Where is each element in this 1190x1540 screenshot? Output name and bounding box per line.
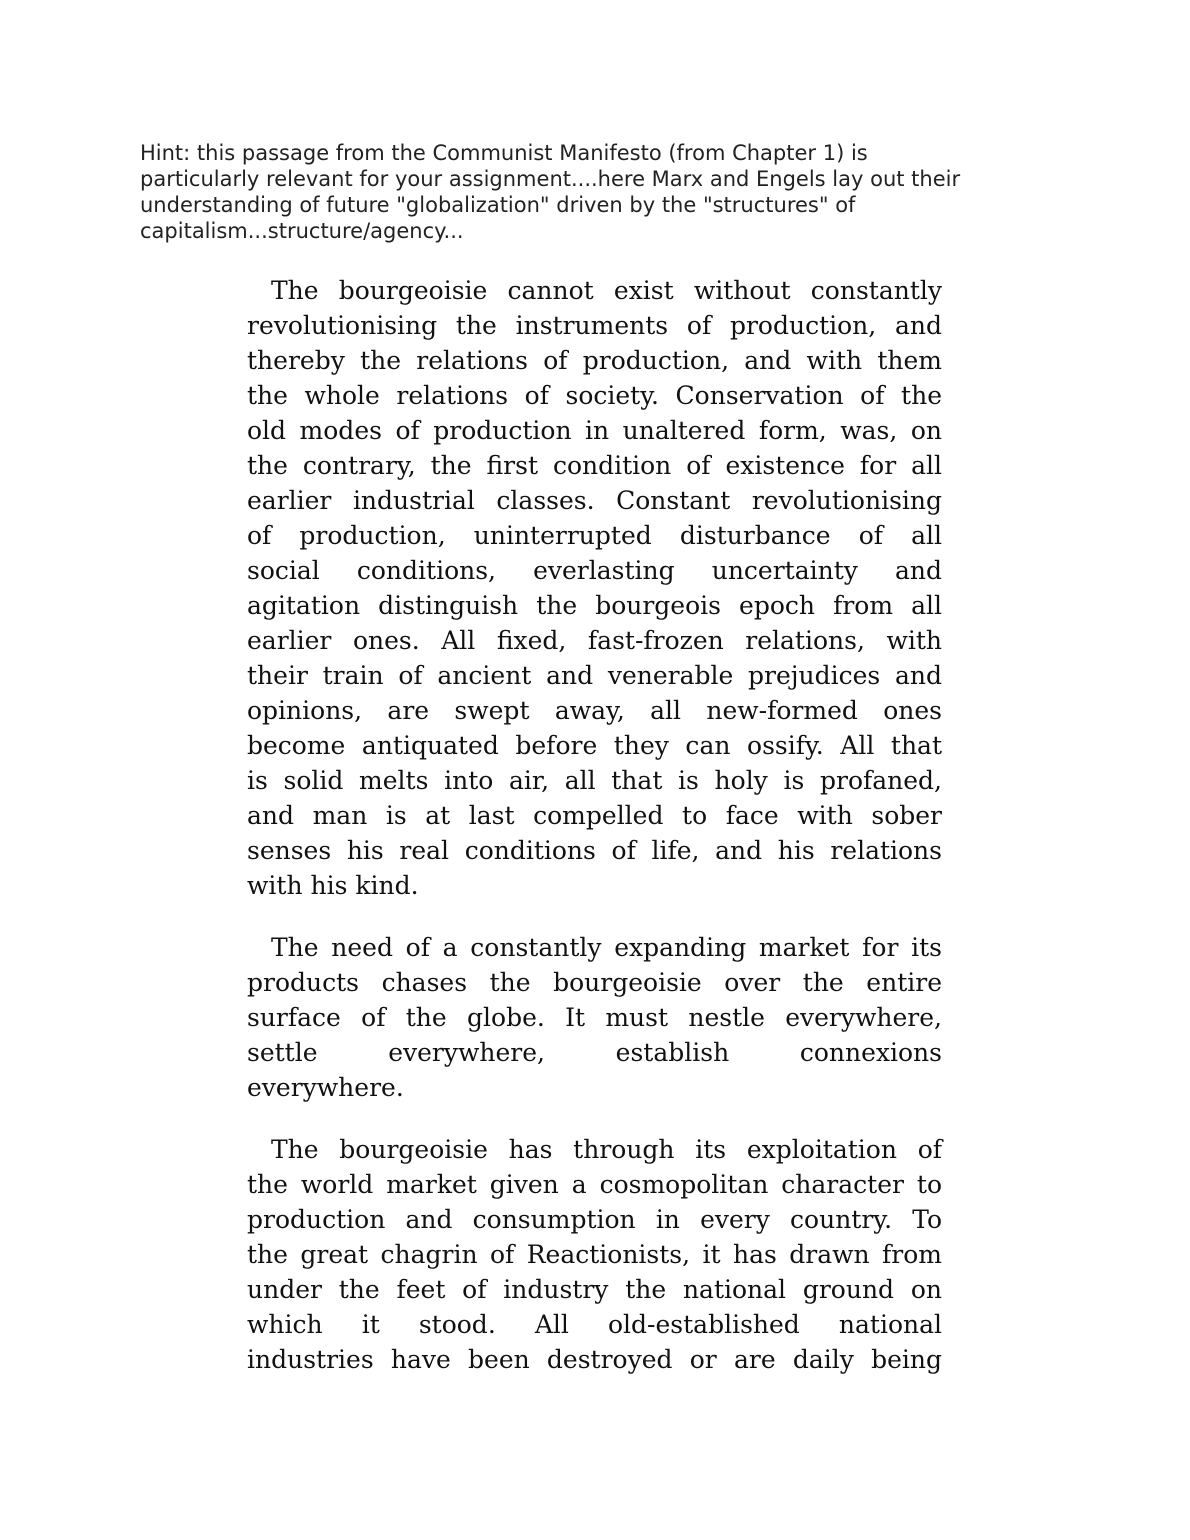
passage-line: settle everywhere, establish connexions [247, 1038, 942, 1067]
hint-line: Hint: this passage from the Communist Manifesto (from Chapter 1) is [140, 141, 868, 165]
passage-line: revolutionising the instruments of production, and [247, 311, 942, 340]
passage-line: become antiquated before they can ossify. All that [247, 731, 942, 760]
passage-line: earlier ones. All fixed, fast-frozen relations, with [247, 626, 942, 655]
passage-line: is solid melts into air, all that is holy is profaned, [247, 766, 942, 795]
passage-line: under the feet of industry the national ground on [247, 1275, 942, 1304]
passage-line: earlier industrial classes. Constant revolutionising [247, 486, 942, 515]
passage-line: thereby the relations of production, and with them [247, 346, 942, 375]
passage-line: with his kind. [247, 871, 419, 900]
passage-line: of production, uninterrupted disturbance of all [247, 521, 942, 550]
passage-line: social conditions, everlasting uncertainty and [247, 556, 942, 585]
passage-paragraph-2 [247, 930, 942, 1105]
passage-line: production and consumption in every country. To [247, 1205, 942, 1234]
passage-line: senses his real conditions of life, and his relations [247, 836, 942, 865]
passage-line: everywhere. [247, 1073, 404, 1102]
hint-line: capitalism...structure/agency... [140, 219, 464, 243]
passage-line: industries have been destroyed or are daily being [247, 1345, 942, 1374]
passage-paragraph-1 [247, 273, 942, 903]
manifesto-passage [247, 273, 942, 1404]
passage-paragraph-3 [247, 1132, 942, 1377]
passage-line: agitation distinguish the bourgeois epoch from all [247, 591, 942, 620]
passage-line: their train of ancient and venerable prejudices and [247, 661, 942, 690]
passage-line: the contrary, the first condition of existence for all [247, 451, 942, 480]
passage-line: the great chagrin of Reactionists, it has drawn from [247, 1240, 942, 1269]
passage-line: which it stood. All old-established national [247, 1310, 942, 1339]
passage-line: The bourgeoisie has through its exploitation of [271, 1135, 942, 1164]
passage-line: the whole relations of society. Conservation of the [247, 381, 942, 410]
passage-line: old modes of production in unaltered form, was, on [247, 416, 942, 445]
passage-line: The need of a constantly expanding market for its [271, 933, 942, 962]
passage-line: opinions, are swept away, all new-formed ones [247, 696, 942, 725]
hint-line: particularly relevant for your assignment....here Marx and Engels lay out their [140, 167, 961, 191]
passage-line: the world market given a cosmopolitan character to [247, 1170, 942, 1199]
passage-line: The bourgeoisie cannot exist without constantly [271, 276, 942, 305]
passage-line: products chases the bourgeoisie over the entire [247, 968, 942, 997]
passage-line: surface of the globe. It must nestle everywhere, [247, 1003, 942, 1032]
passage-line: and man is at last compelled to face with sober [247, 801, 942, 830]
hint-line: understanding of future "globalization" driven by the "structures" of [140, 193, 856, 217]
assignment-hint [140, 140, 1040, 244]
